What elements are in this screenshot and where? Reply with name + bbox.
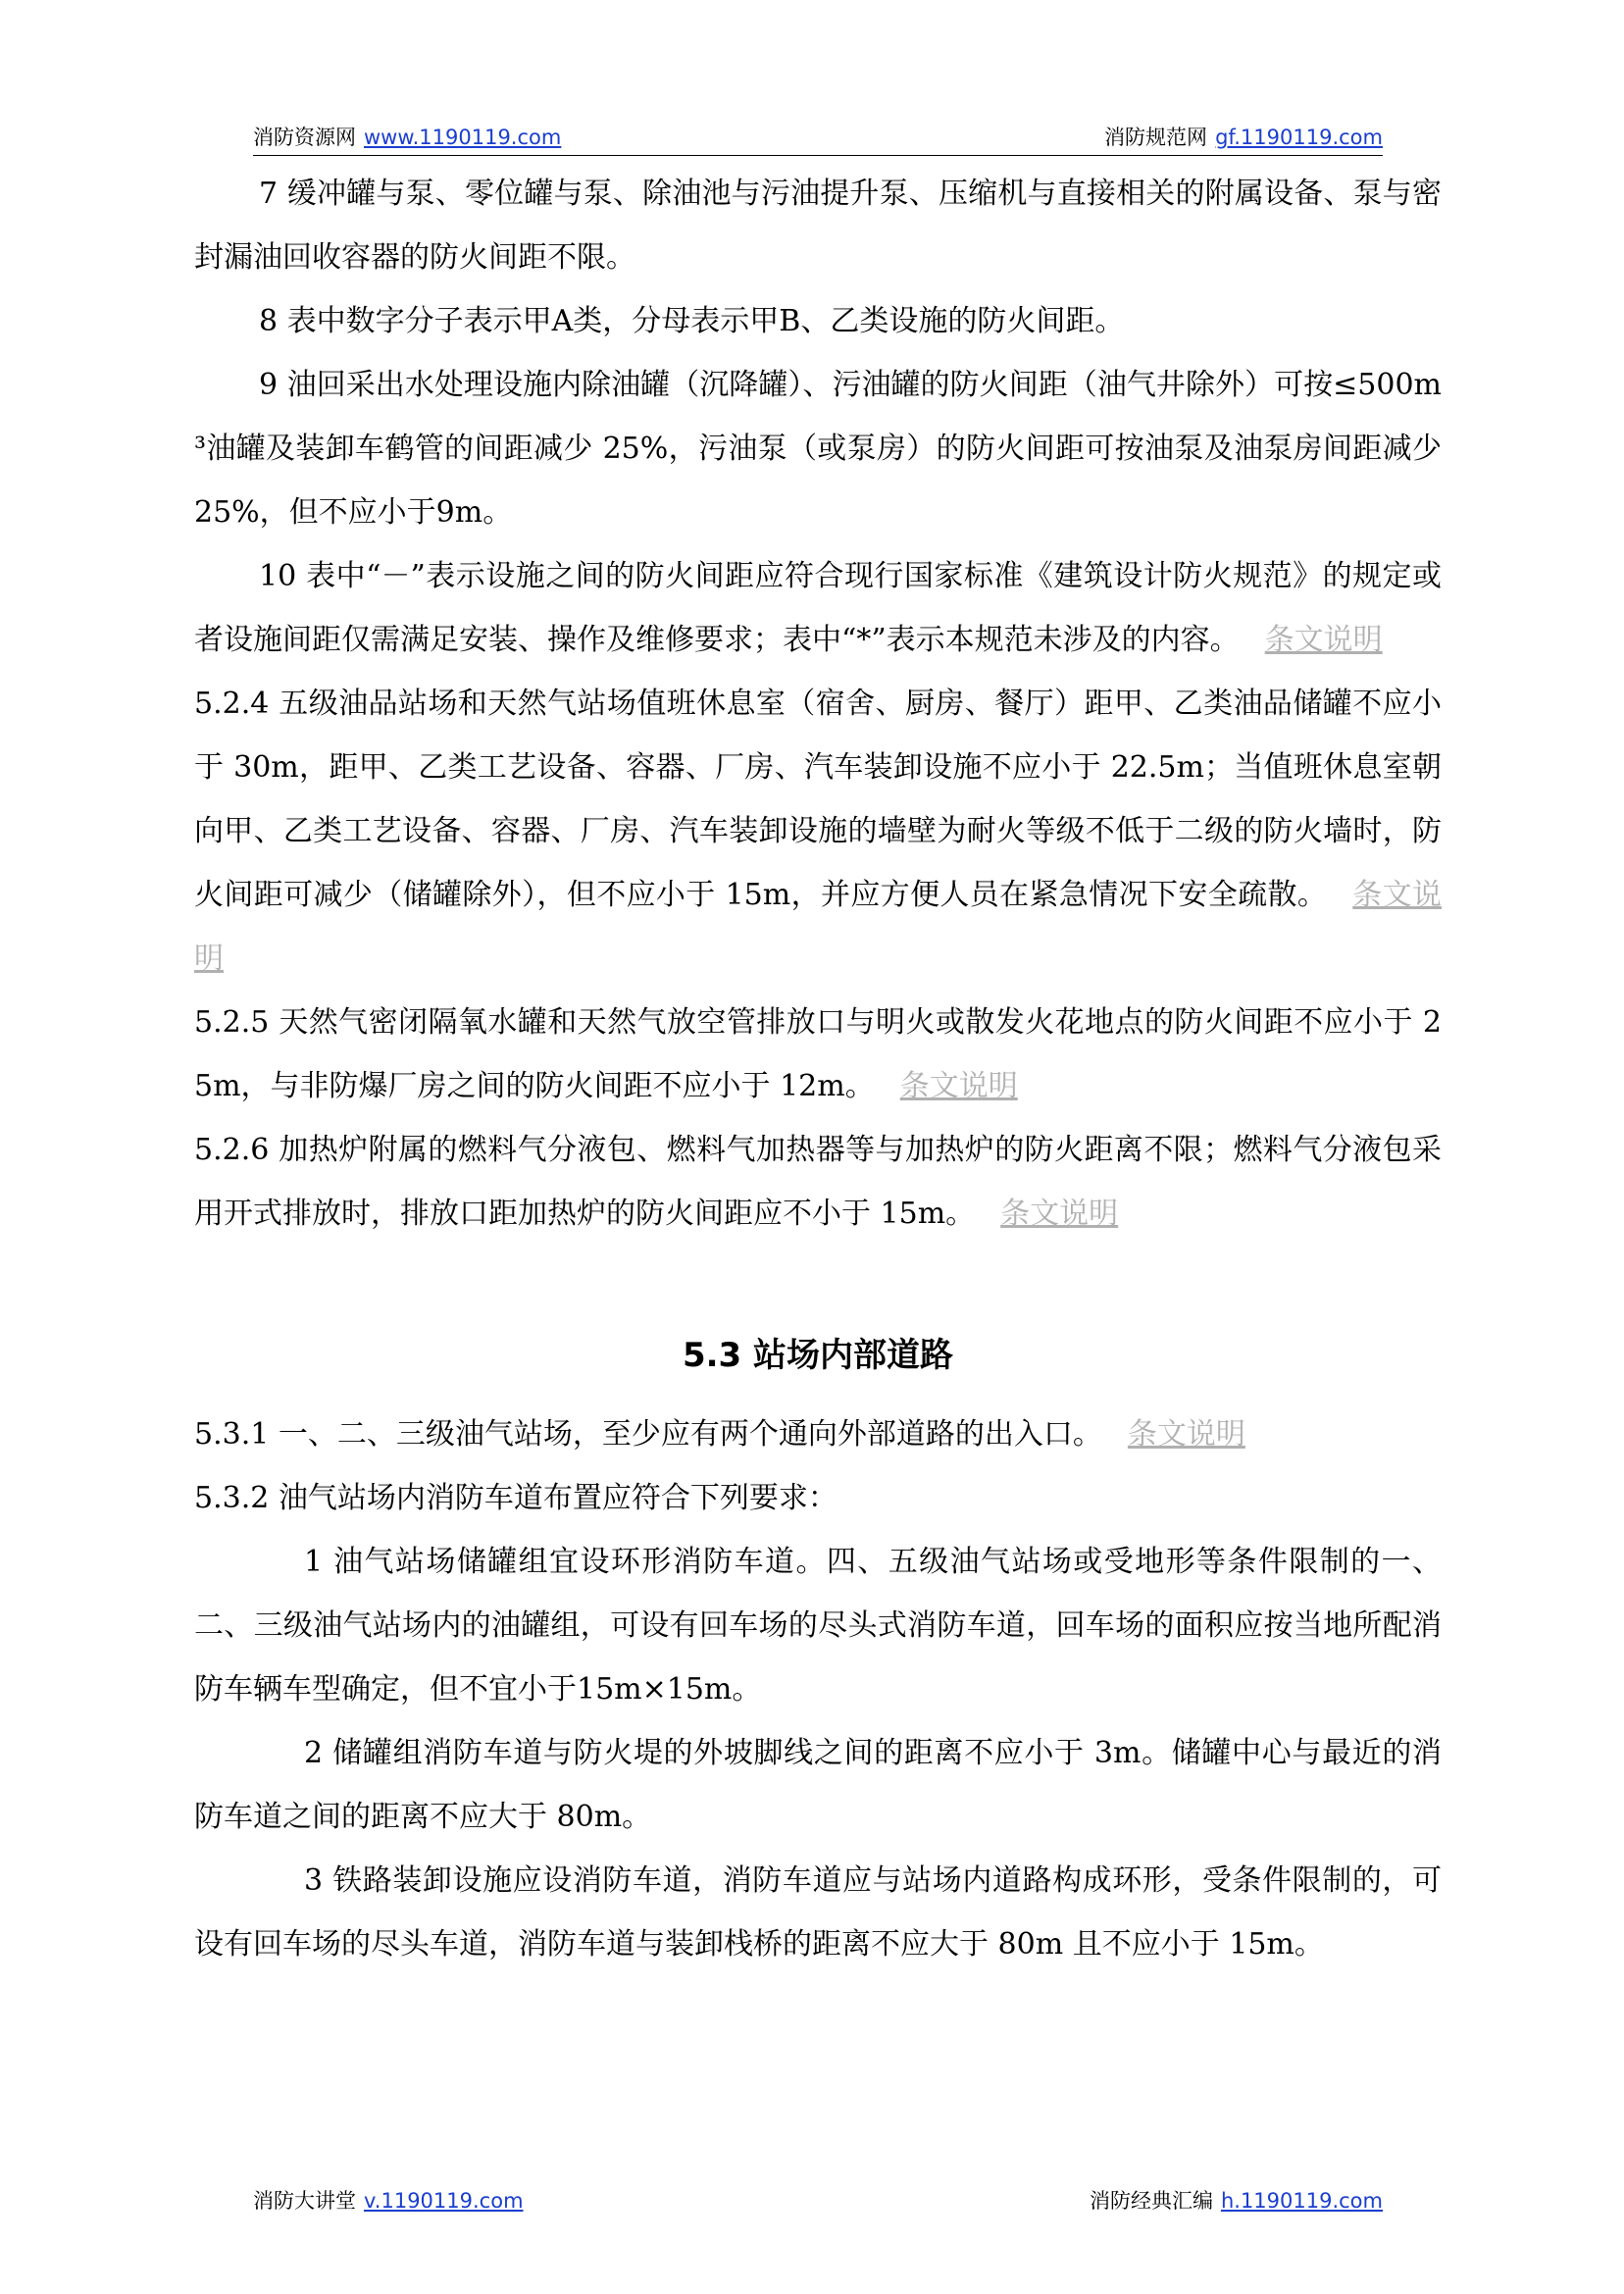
table-note-8: 8 表中数字分子表示甲A类，分母表示甲B、乙类设施的防火间距。 xyxy=(259,304,1125,338)
header-right-label: 消防规范网 xyxy=(1104,126,1208,149)
header-left-label: 消防资源网 xyxy=(253,126,356,149)
footer-left xyxy=(253,2185,524,2215)
page-footer xyxy=(253,2179,1383,2218)
clause-5-2-6-text: 5.2.6 加热炉附属的燃料气分液包、燃料气加热器等与加热炉的防火距离不限；燃料气分液包采用开式排放时，排放口距加热炉的防火间距应不小于 15m。 xyxy=(194,1133,1442,1231)
clause-explanation-link[interactable]: 条文说明 xyxy=(899,1069,1018,1103)
clause-5-2-5 xyxy=(194,991,1442,1118)
requirement-item-1: 1 油气站场储罐组宜设环形消防车道。四、五级油气站场或受地形等条件限制的一、二、三级油气站场内的油罐组，可设有回车场的尽头式消防车道，回车场的面积应按当地所配消防车辆车型确定，但不宜小于15m×15m。 xyxy=(194,1545,1442,1707)
clause-5-3-2: 5.3.2 油气站场内消防车道布置应符合下列要求： xyxy=(194,1481,837,1515)
clause-explanation-link[interactable]: 条文说明 xyxy=(194,878,1443,976)
clause-explanation-link[interactable]: 条文说明 xyxy=(1000,1197,1119,1231)
requirement-item-2: 2 储罐组消防车道与防火堤的外坡脚线之间的距离不应小于 3m。储罐中心与最近的消防车道之间的距离不应大于 80m。 xyxy=(194,1736,1442,1834)
document-body xyxy=(194,162,1442,1976)
clause-5-3-1 xyxy=(194,1402,1442,1466)
header-right-link[interactable]: gf.1190119.com xyxy=(1215,126,1383,149)
requirement-item-3: 3 铁路装卸设施应设消防车道，消防车道应与站场内道路构成环形，受条件限制的，可设有回车场的尽头车道，消防车道与装卸栈桥的距离不应大于 80m 且不应小于 15m。 xyxy=(194,1863,1442,1962)
clause-5-2-4-text: 5.2.4 五级油品站场和天然气站场值班休息室（宿舍、厨房、餐厅）距甲、乙类油品储罐不应小于 30m，距甲、乙类工艺设备、容器、厂房、汽车装卸设施不应小于 22.5m；当值班休息室朝向甲、乙类工艺设备、容器、厂房、汽车装卸设施的墙壁为耐火等级不低于二级的防火墙时，防火间距可减少（储罐除外），但不应小于 15m，并应方便人员在紧急情况下安全疏散。 xyxy=(194,687,1442,912)
header-right xyxy=(1104,122,1383,151)
clause-explanation-link[interactable]: 条文说明 xyxy=(1264,623,1383,657)
table-note-7: 7 缓冲罐与泵、零位罐与泵、除油池与污油提升泵、压缩机与直接相关的附属设备、泵与密封漏油回收容器的防火间距不限。 xyxy=(194,177,1442,275)
clause-5-2-6 xyxy=(194,1118,1442,1246)
page-header xyxy=(253,116,1383,156)
table-note-10 xyxy=(194,544,1442,672)
header-left xyxy=(253,122,561,151)
footer-right-label: 消防经典汇编 xyxy=(1089,2189,1213,2213)
section-title: 5.3 站场内部道路 xyxy=(682,1336,954,1375)
header-left-link[interactable]: www.1190119.com xyxy=(364,126,562,149)
footer-right xyxy=(1090,2185,1383,2215)
table-note-9: 9 油回采出水处理设施内除油罐（沉降罐）、污油罐的防火间距（油气井除外）可按≤500m³油罐及装卸车鹤管的间距减少 25%，污油泵（或泵房）的防火间距可按油泵及油泵房间距减少25%，但不应小于9m。 xyxy=(194,368,1442,530)
footer-left-link[interactable]: v.1190119.com xyxy=(364,2189,524,2213)
footer-left-label: 消防大讲堂 xyxy=(253,2189,356,2213)
clause-5-2-5-text: 5.2.5 天然气密闭隔氧水罐和天然气放空管排放口与明火或散发火花地点的防火间距不应小于 25m，与非防爆厂房之间的防火间距不应小于 12m。 xyxy=(194,1005,1442,1103)
clause-5-3-1-text: 5.3.1 一、二、三级油气站场，至少应有两个通向外部道路的出入口。 xyxy=(194,1417,1102,1452)
footer-right-link[interactable]: h.1190119.com xyxy=(1220,2189,1383,2213)
table-note-10-text: 10 表中“－”表示设施之间的防火间距应符合现行国家标准《建筑设计防火规范》的规定或者设施间距仅需满足安装、操作及维修要求；表中“*”表示本规范未涉及的内容。 xyxy=(194,559,1442,657)
clause-explanation-link[interactable]: 条文说明 xyxy=(1127,1417,1245,1452)
clause-5-2-4 xyxy=(194,672,1442,991)
